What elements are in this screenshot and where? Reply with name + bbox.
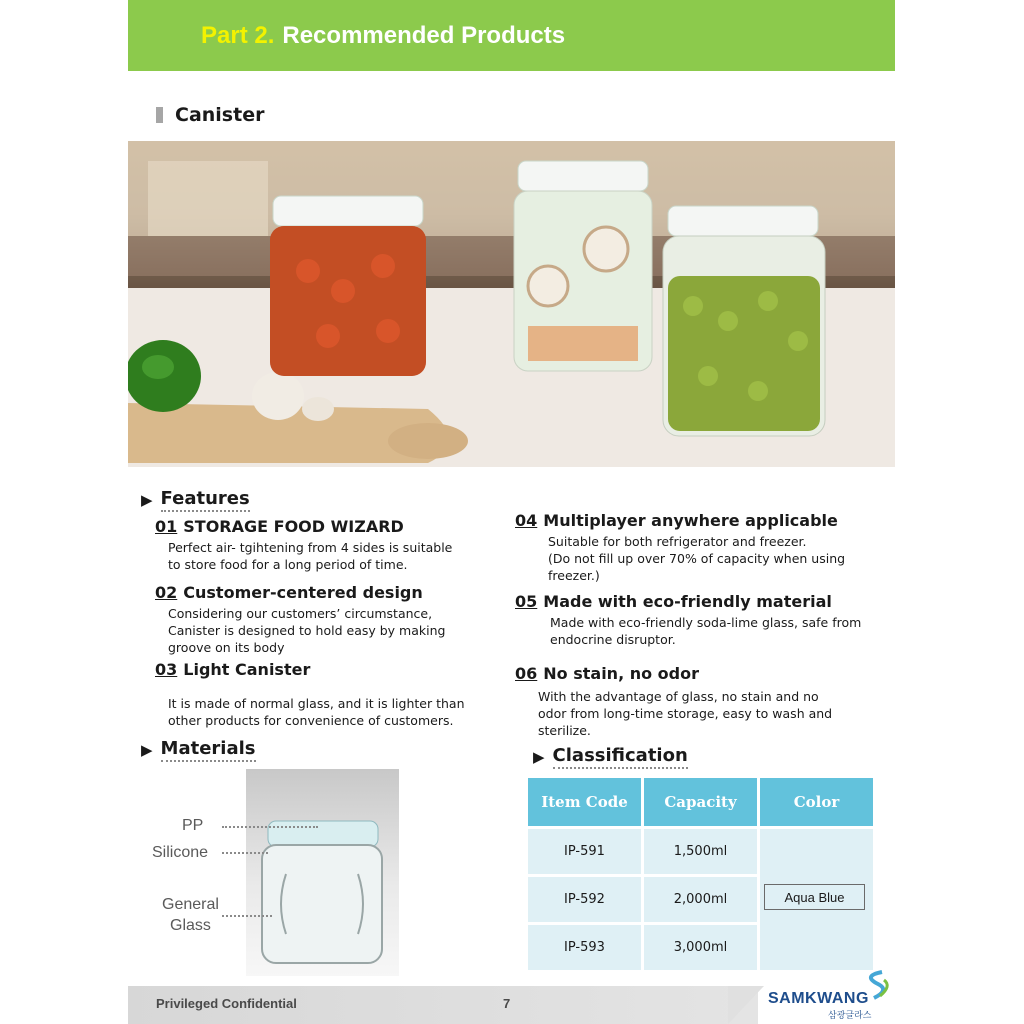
footer-tab-shape [728, 986, 764, 1024]
feature-01 [155, 517, 495, 573]
color-swatch-label: Aqua Blue [764, 884, 865, 910]
logo-korean: 삼광글라스 [828, 1011, 872, 1021]
feature-number: 06 [515, 664, 538, 683]
features-heading-text: Features [161, 488, 250, 512]
section-marker [156, 107, 163, 123]
features-heading [141, 488, 250, 512]
pp-leader-line [222, 826, 318, 828]
section-title-text: Canister [175, 104, 265, 126]
header-item-code: Item Code [528, 778, 641, 826]
canister-materials-photo [246, 769, 399, 976]
feature-description: It is made of normal glass, and it is lighter than other products for convenience of customers. [168, 696, 465, 728]
part-number: Part 2. [201, 21, 275, 49]
header-banner [128, 0, 895, 71]
table-cell-code: IP-591 [528, 829, 641, 874]
canisters-illustration [128, 141, 895, 467]
feature-04 [515, 511, 885, 584]
section-title [156, 104, 264, 126]
glass-leader-line [222, 915, 272, 917]
classification-heading [533, 745, 688, 769]
feature-description: Suitable for both refrigerator and freezer. (Do not fill up over 70% of capacity when using freezer.) [548, 534, 846, 583]
classification-heading-text: Classification [553, 745, 688, 769]
table-cell-capacity: 1,500ml [644, 829, 757, 874]
footer-confidential: Privileged Confidential [156, 996, 297, 1011]
feature-number: 04 [515, 511, 538, 530]
material-pp-label: PP [182, 817, 204, 834]
header-capacity: Capacity [644, 778, 757, 826]
feature-number: 05 [515, 592, 538, 611]
feature-title: STORAGE FOOD WIZARD [183, 517, 404, 536]
page-title: Recommended Products [282, 21, 566, 49]
feature-description: Perfect air- tgihtening from 4 sides is suitable to store food for a long period of time. [168, 540, 453, 572]
feature-title: Made with eco-friendly material [543, 592, 832, 611]
feature-title: Customer-centered design [183, 583, 423, 602]
table-cell-code: IP-593 [528, 925, 641, 970]
feature-description: With the advantage of glass, no stain and no odor from long-time storage, easy to wash and sterilize. [538, 689, 833, 738]
table-cell-capacity: 2,000ml [644, 877, 757, 922]
feature-number: 03 [155, 660, 178, 679]
table-cell-code: IP-592 [528, 877, 641, 922]
materials-heading [141, 738, 256, 762]
feature-title: No stain, no odor [543, 664, 699, 683]
hero-photo [128, 141, 895, 467]
canister-icon [246, 769, 399, 976]
feature-05 [515, 592, 885, 648]
feature-title: Light Canister [183, 660, 311, 679]
brochure-page [128, 0, 896, 1024]
feature-description: Made with eco-friendly soda-lime glass, safe from endocrine disruptor. [550, 615, 862, 647]
materials-heading-text: Materials [161, 738, 256, 762]
feature-description: Considering our customers’ circumstance, Canister is designed to hold easy by making groove on its body [168, 606, 446, 655]
classification-table [528, 778, 874, 972]
material-silicone-label: Silicone [152, 844, 209, 861]
feature-number: 02 [155, 583, 178, 602]
feature-02 [155, 583, 495, 656]
silicone-leader-line [222, 852, 268, 854]
feature-number: 01 [155, 517, 178, 536]
feature-06 [515, 664, 885, 739]
feature-title: Multiplayer anywhere applicable [543, 511, 838, 530]
triangle-bullet-icon: ▶ [141, 491, 153, 509]
table-cell-capacity: 3,000ml [644, 925, 757, 970]
samkwang-logo [768, 970, 894, 1022]
feature-03 [155, 660, 495, 729]
triangle-bullet-icon: ▶ [141, 741, 153, 759]
logo-wordmark: SAMKWANG [768, 990, 869, 1007]
header-color: Color [760, 778, 873, 826]
triangle-bullet-icon: ▶ [533, 748, 545, 766]
material-glass-label: General Glass [162, 896, 219, 934]
page-number: 7 [503, 996, 511, 1011]
